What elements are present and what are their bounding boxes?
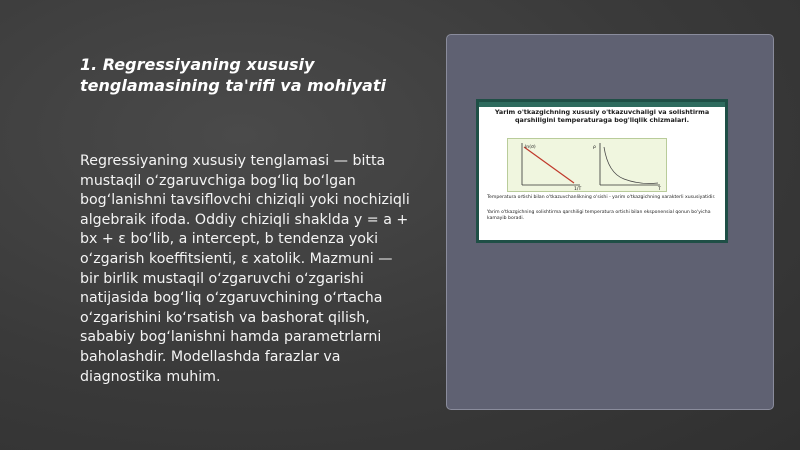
right-graph-curve	[604, 147, 658, 184]
slide-title: 1. Regressiyaning xususiy tenglamasining ta'rifi va mohiyati	[80, 55, 386, 95]
figure-caption-1: Temperatura ortishi bilan o'tkazuvchanlikning o'sishi - yarim o'tkazgichning xarakterli xususiyatidir.	[487, 195, 716, 200]
figure-chart-area	[507, 138, 667, 192]
left-graph-y-label: ln(σ)	[525, 145, 536, 150]
image-panel	[446, 34, 774, 410]
right-graph-x-label: T	[658, 187, 661, 191]
figure-header-bar	[479, 102, 725, 107]
figure-graphs	[508, 139, 666, 191]
left-graph-line	[524, 147, 574, 183]
slide-body-text: Regressiyaning xususiy tenglamasi — bitta mustaqil oʻzgaruvchiga bogʻliq boʻlgan bogʻlanishni tavsiflovchi chiziqli yoki nochiziqli algebraik ifoda. Oddiy chiziqli shaklda y = a + bx + ε boʻlib, a intercept, b tendenza yoki oʻzgarish koeffitsienti, ε xatolik. Mazmuni — bir birlik mustaqil oʻzgaruvchi oʻzgarishi natijasida bogʻliq oʻzgaruvchining oʻrtacha oʻzgarishini koʻrsatish va bashorat qilish, sababiy bogʻlanishni hamda parametrlarni baholashdir. Modellashda farazlar va diagnostika muhim.	[80, 153, 410, 385]
figure-title: Yarim o'tkazgichning xususiy o'tkazuvchaligi va solishtirma qarshiligini temperaturaga bog'liqlik chizmalari.	[494, 108, 710, 124]
figure-caption-2: Yarim o'tkazgichning solishtirma qarshiligi temperatura ortishi bilan eksponensial qonun bo'yicha kamayib boradi.	[487, 210, 711, 221]
figure-slide-content	[479, 102, 725, 240]
figure-slide	[476, 99, 728, 243]
left-graph-x-label: 1/T	[574, 187, 582, 191]
right-graph-y-label: ρ	[593, 145, 596, 150]
